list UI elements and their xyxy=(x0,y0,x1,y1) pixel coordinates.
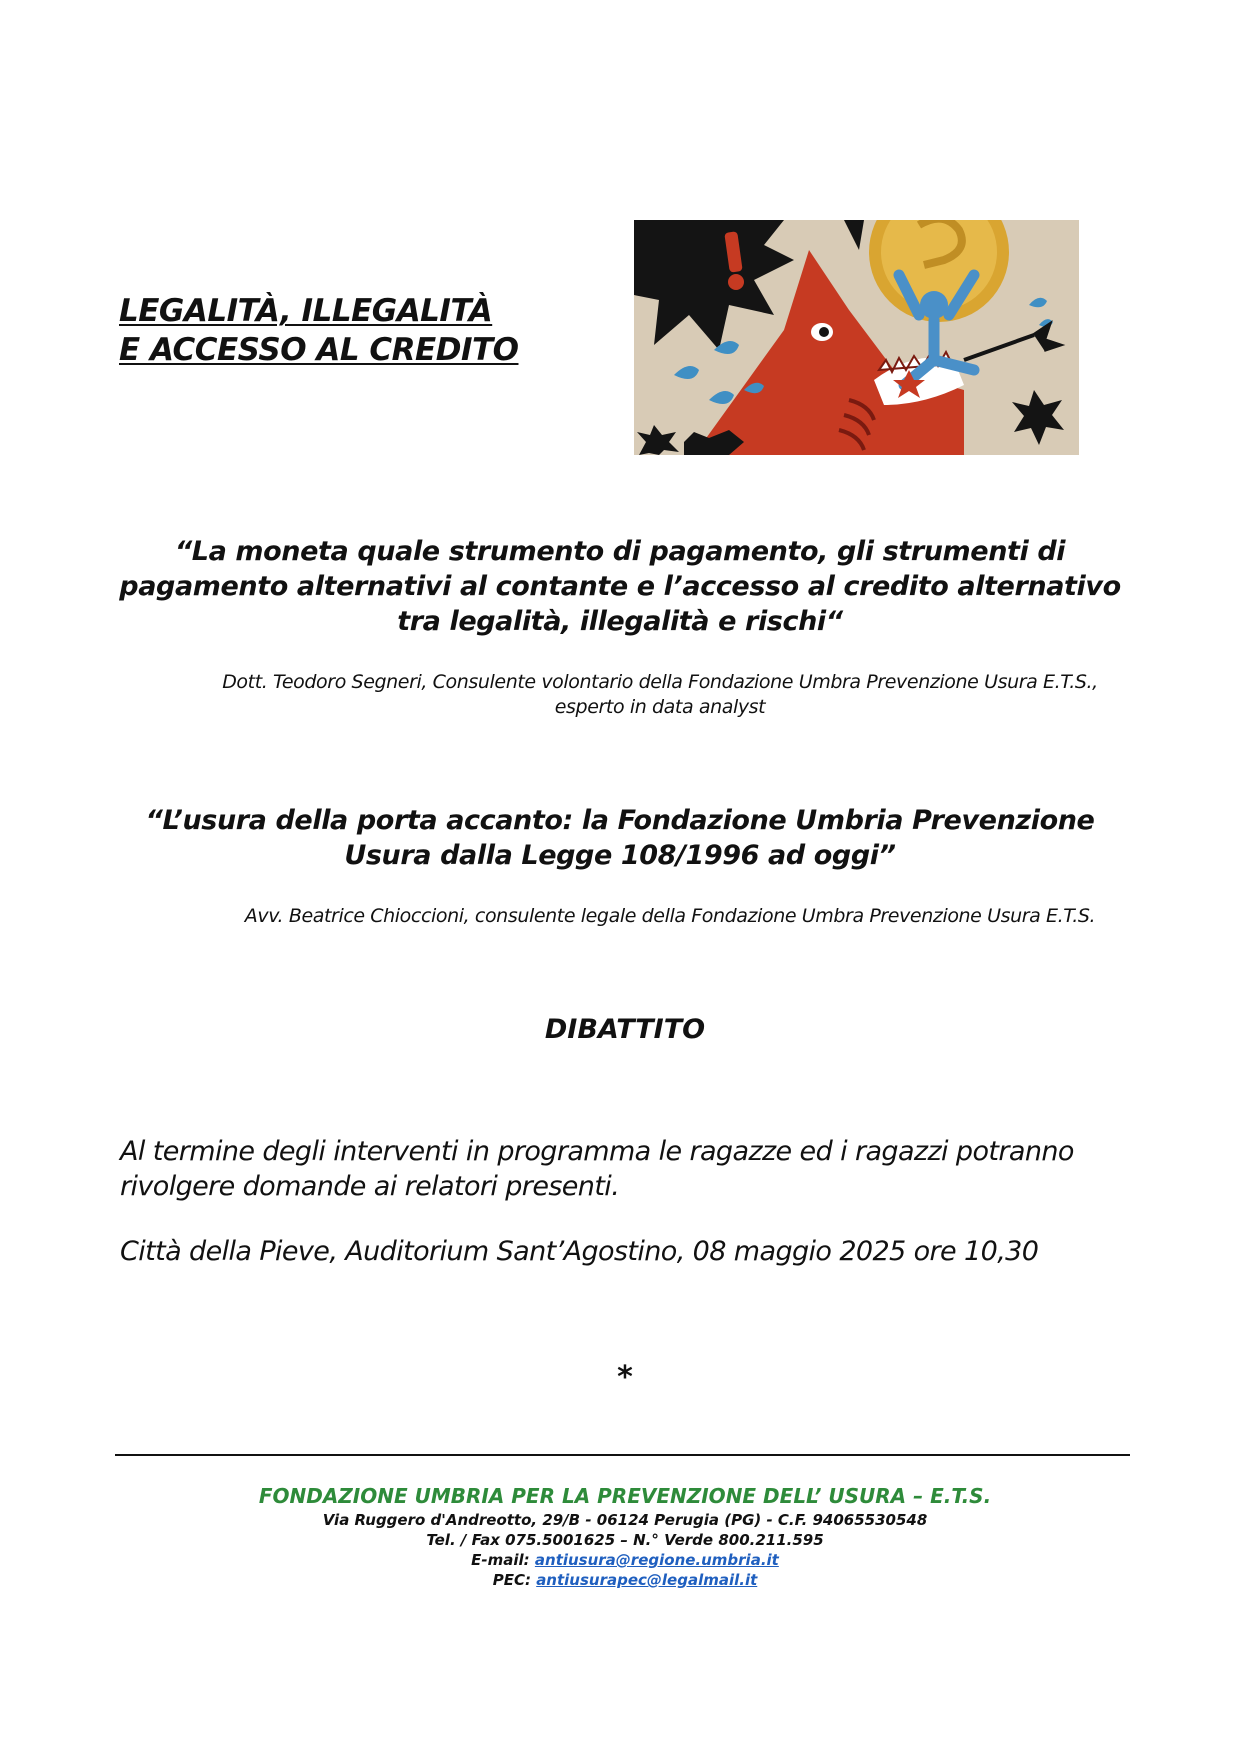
talk-2-title-line-2: Usura dalla Legge 108/1996 ad oggi” xyxy=(344,840,896,871)
title-line-2: E ACCESSO AL CREDITO xyxy=(119,332,519,368)
footer-email-label: E-mail: xyxy=(471,1551,530,1569)
footer-email-link[interactable]: antiusura@regione.umbria.it xyxy=(534,1551,779,1569)
footer-phone: Tel. / Fax 075.5001625 – N.° Verde 800.211.595 xyxy=(426,1531,824,1549)
shark-illustration-svg xyxy=(634,220,1079,455)
talk-1-speaker xyxy=(180,670,1140,720)
footer-address: Via Ruggero d'Andreotto, 29/B - 06124 Perugia (PG) - C.F. 94065530548 xyxy=(322,1511,928,1529)
footer-pec-label: PEC: xyxy=(492,1571,531,1589)
title-line-1: LEGALITÀ, ILLEGALITÀ xyxy=(119,293,493,329)
footer-pec-link[interactable]: antiusurapec@legalmail.it xyxy=(536,1571,758,1589)
talk-2-speaker xyxy=(200,904,1140,929)
closing-line-2: rivolgere domande ai relatori presenti. xyxy=(120,1171,620,1202)
separator-asterisk: * xyxy=(617,1360,633,1395)
talk-2-title xyxy=(110,803,1130,873)
talk-1-title-line-2: pagamento alternativi al contante e l’accesso al credito alternativo xyxy=(119,571,1121,602)
talk-1-speaker-line-1: Dott. Teodoro Segneri, Consulente volontario della Fondazione Umbra Prevenzione Usura E.T.S., xyxy=(222,671,1098,693)
shark-loan-coin-illustration xyxy=(634,220,1079,455)
debate-heading: DIBATTITO xyxy=(544,1014,706,1045)
closing-paragraph xyxy=(120,1134,1130,1204)
footer-org-name: FONDAZIONE UMBRIA PER LA PREVENZIONE DELL’ USURA – E.T.S. xyxy=(258,1484,992,1508)
talk-2-title-line-1: “L’usura della porta accanto: la Fondazione Umbria Prevenzione xyxy=(145,805,1095,836)
footer xyxy=(200,1482,1050,1590)
footer-pec-row xyxy=(200,1570,1050,1590)
footer-email-row xyxy=(200,1550,1050,1570)
footer-divider xyxy=(115,1454,1130,1456)
event-details xyxy=(120,1234,1130,1269)
talk-1-title xyxy=(110,534,1130,639)
talk-1-speaker-line-2: esperto in data analyst xyxy=(554,696,766,718)
closing-line-1: Al termine degli interventi in programma le ragazze ed i ragazzi potranno xyxy=(120,1136,1074,1167)
event-line: Città della Pieve, Auditorium Sant’Agostino, 08 maggio 2025 ore 10,30 xyxy=(120,1236,1039,1267)
talk-1-title-line-1: “La moneta quale strumento di pagamento, gli strumenti di xyxy=(174,536,1066,567)
talk-1-title-line-3: tra legalità, illegalità e rischi“ xyxy=(397,606,843,637)
page-title xyxy=(119,292,589,370)
talk-2-speaker-line: Avv. Beatrice Chioccioni, consulente legale della Fondazione Umbra Prevenzione Usura E.T.S. xyxy=(244,905,1096,927)
